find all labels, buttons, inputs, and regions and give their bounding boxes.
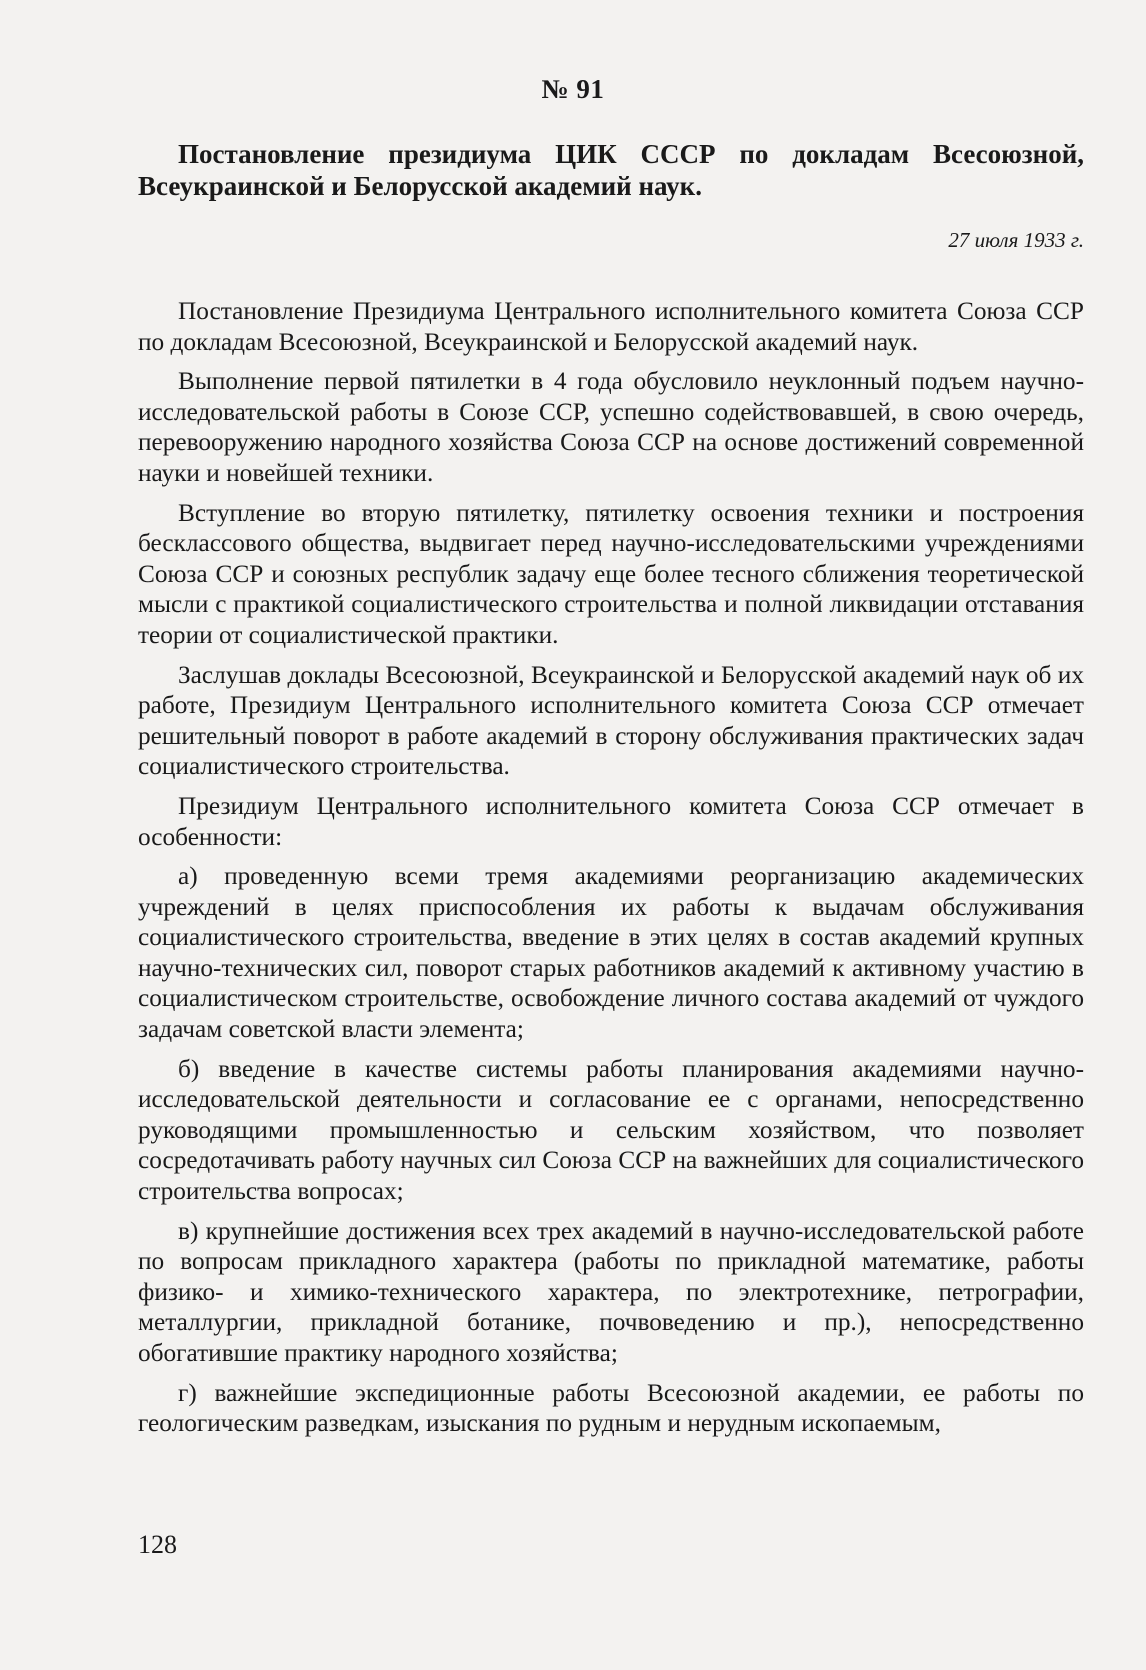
document-date: 27 июля 1933 г.: [948, 228, 1084, 252]
paragraph: б) введение в качестве системы работы планирования академиями научно-исследовательской деятельности и согласование ее с органами, непосредственно руководящими промышленностью и сельским хозяйством, что позволяет сосредотачивать работу научных сил Союза ССР на важнейших для социалистического строительства вопросах;: [138, 1054, 1084, 1206]
paragraph: Президиум Центрального исполнительного комитета Союза ССР отмечает в особенности:: [138, 791, 1084, 851]
paragraph: Выполнение первой пятилетки в 4 года обусловило неуклонный подъем научно-исследовательской работы в Союзе ССР, успешно содействовавшей, в свою очередь, перевооружению народного хозяйства Союза ССР на основе достижений современной науки и новейшей техники.: [138, 367, 1084, 487]
paragraph: г) важнейшие экспедиционные работы Всесоюзной академии, ее работы по геологическим разведкам, изыскания по рудным и нерудным ископаемым,: [138, 1378, 1084, 1438]
paragraph: в) крупнейшие достижения всех трех академий в научно-исследовательской работе по вопросам прикладного характера (работы по прикладной математике, работы физико- и химико-технического характера, по электротехнике, петрографии, металлургии, прикладной ботанике, почвоведению и пр.), непосредственно обогатившие практику народного хозяйства;: [138, 1216, 1084, 1367]
paragraph: Вступление во вторую пятилетку, пятилетку освоения техники и построения бесклассового общества, выдвигает перед научно-исследовательскими учреждениями Союза ССР и союзных республик задачу еще более тесного сближения теоретической мысли с практикой социалистического строительства и полной ликвидации отставания теории от социалистической практики.: [138, 498, 1084, 649]
paragraph: Постановление Президиума Центрального исполнительного комитета Союза ССР по докладам Всесоюзной, Всеукраинской и Белорусской академий наук.: [138, 297, 1084, 356]
document-title: Постановление президиума ЦИК СССР по докладам Всесоюзной, Всеукраинской и Белорусской академий наук.: [138, 139, 1084, 201]
paragraph: а) проведенную всеми тремя академиями реорганизацию академических учреждений в целях приспособления их работы к выдачам обслуживания социалистического строительства, введение в этих целях в состав академий крупных научно-технических сил, поворот старых работников академий к активному участию в социалистическом строительстве, освобождение личного состава академий от чуждого задачам советской власти элемента;: [138, 862, 1084, 1044]
paragraph: Заслушав доклады Всесоюзной, Всеукраинской и Белорусской академий наук об их работе, Президиум Центрального исполнительного комитета Союза ССР отмечает решительный поворот в работе академий в сторону обслуживания практических задач социалистического строительства.: [138, 660, 1084, 781]
page-number: 128: [138, 1530, 177, 1559]
document-body: [138, 296, 1084, 1448]
document-number: № 91: [541, 74, 605, 104]
